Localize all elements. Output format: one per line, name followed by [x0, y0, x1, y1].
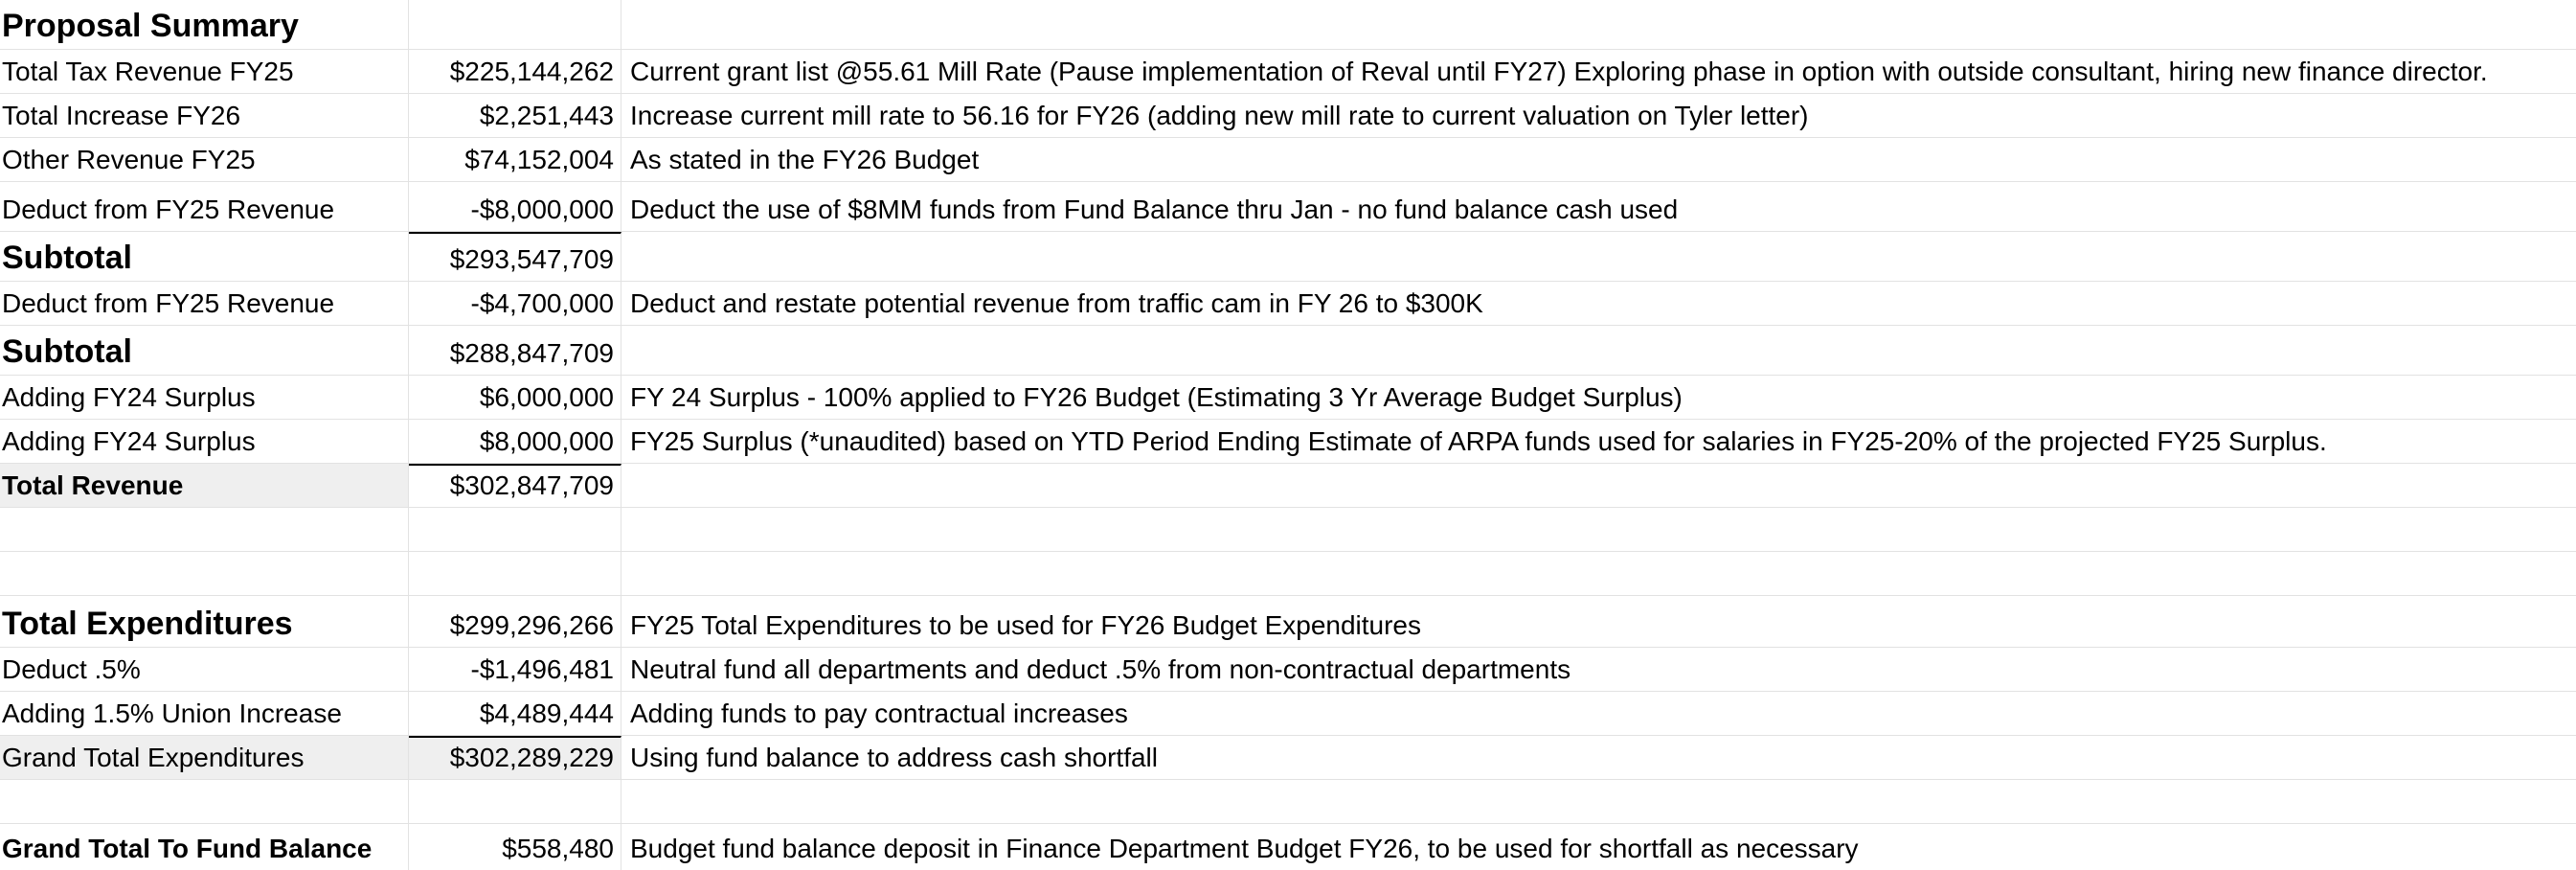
label-cell[interactable]: Adding FY24 Surplus [0, 420, 409, 463]
amount-cell[interactable] [409, 508, 621, 551]
table-row [0, 0, 2576, 50]
note-cell[interactable] [621, 326, 2576, 375]
label-cell[interactable]: Deduct from FY25 Revenue [0, 282, 409, 325]
table-row [0, 232, 2576, 282]
section-title[interactable]: Proposal Summary [0, 0, 409, 49]
note-cell[interactable] [621, 464, 2576, 507]
amount-cell[interactable]: -$1,496,481 [409, 648, 621, 691]
table-row [0, 508, 2576, 552]
label-cell[interactable]: Adding 1.5% Union Increase [0, 692, 409, 735]
label-cell[interactable]: Deduct from FY25 Revenue [0, 182, 409, 231]
table-row [0, 326, 2576, 376]
grand-total-expenditures-amount[interactable]: $302,289,229 [409, 736, 621, 779]
table-row [0, 692, 2576, 736]
note-cell[interactable] [621, 0, 2576, 49]
label-cell[interactable]: Other Revenue FY25 [0, 138, 409, 181]
amount-cell[interactable]: $6,000,000 [409, 376, 621, 419]
note-cell[interactable]: As stated in the FY26 Budget [630, 145, 980, 174]
table-row [0, 420, 2576, 464]
subtotal-label[interactable]: Subtotal [0, 232, 409, 281]
note-cell[interactable]: FY25 Total Expenditures to be used for FY26 Budget Expenditures [630, 610, 1421, 640]
note-cell[interactable] [621, 232, 2576, 281]
note-cell[interactable]: FY 24 Surplus - 100% applied to FY26 Budget (Estimating 3 Yr Average Budget Surplus) [630, 382, 1683, 412]
amount-cell[interactable]: $8,000,000 [409, 420, 621, 463]
table-row [0, 182, 2576, 232]
amount-cell[interactable] [409, 0, 621, 49]
total-revenue-label[interactable]: Total Revenue [0, 464, 409, 507]
grand-total-expenditures-label[interactable]: Grand Total Expenditures [0, 736, 409, 779]
note-cell[interactable]: Deduct the use of $8MM funds from Fund Balance thru Jan - no fund balance cash used [630, 195, 1679, 224]
grand-total-fund-balance-amount[interactable]: $558,480 [409, 824, 621, 870]
table-row [0, 464, 2576, 508]
label-cell[interactable] [0, 508, 409, 551]
table-row [0, 780, 2576, 824]
subtotal-label[interactable]: Subtotal [0, 326, 409, 375]
note-cell[interactable]: Adding funds to pay contractual increases [630, 698, 1128, 728]
label-cell[interactable]: Deduct .5% [0, 648, 409, 691]
note-cell[interactable]: Budget fund balance deposit in Finance Department Budget FY26, to be used for shortfall as necessary [630, 834, 1859, 863]
label-cell[interactable]: Total Increase FY26 [0, 94, 409, 137]
table-row [0, 648, 2576, 692]
note-cell[interactable]: Using fund balance to address cash shortfall [630, 743, 1158, 772]
total-revenue-amount[interactable]: $302,847,709 [409, 464, 621, 507]
note-cell[interactable] [621, 552, 2576, 595]
amount-cell[interactable] [409, 552, 621, 595]
amount-cell[interactable]: $2,251,443 [409, 94, 621, 137]
note-cell[interactable]: Increase current mill rate to 56.16 for FY26 (adding new mill rate to current valuation on Tyler letter) [630, 101, 1809, 130]
amount-cell[interactable]: -$4,700,000 [409, 282, 621, 325]
table-row [0, 552, 2576, 596]
subtotal-amount[interactable]: $293,547,709 [409, 232, 621, 281]
note-cell[interactable]: Neutral fund all departments and deduct .5% from non-contractual departments [630, 654, 1571, 684]
note-cell[interactable] [621, 780, 2576, 823]
table-row [0, 94, 2576, 138]
amount-cell[interactable]: $74,152,004 [409, 138, 621, 181]
amount-cell[interactable]: $225,144,262 [409, 50, 621, 93]
subtotal-amount[interactable]: $288,847,709 [409, 326, 621, 375]
label-cell[interactable] [0, 780, 409, 823]
table-row [0, 282, 2576, 326]
grand-total-fund-balance-label[interactable]: Grand Total To Fund Balance [0, 824, 409, 870]
note-cell[interactable] [621, 508, 2576, 551]
note-cell[interactable]: Current grant list @55.61 Mill Rate (Pause implementation of Reval until FY27) Exploring phase in option with outside consultant, hiring new finance director. [630, 57, 2488, 86]
label-cell[interactable]: Adding FY24 Surplus [0, 376, 409, 419]
amount-cell[interactable] [409, 780, 621, 823]
note-cell[interactable]: Deduct and restate potential revenue from traffic cam in FY 26 to $300K [630, 288, 1483, 318]
table-row [0, 824, 2576, 870]
section-title[interactable]: Total Expenditures [0, 596, 409, 647]
table-row [0, 596, 2576, 648]
table-row [0, 736, 2576, 780]
label-cell[interactable] [0, 552, 409, 595]
amount-cell[interactable]: $299,296,266 [409, 596, 621, 647]
amount-cell[interactable]: -$8,000,000 [409, 182, 621, 231]
table-row [0, 50, 2576, 94]
table-row [0, 376, 2576, 420]
amount-cell[interactable]: $4,489,444 [409, 692, 621, 735]
note-cell[interactable]: FY25 Surplus (*unaudited) based on YTD Period Ending Estimate of ARPA funds used for salaries in FY25-20% of the projected FY25 Surplus. [630, 426, 2327, 456]
label-cell[interactable]: Total Tax Revenue FY25 [0, 50, 409, 93]
table-row [0, 138, 2576, 182]
